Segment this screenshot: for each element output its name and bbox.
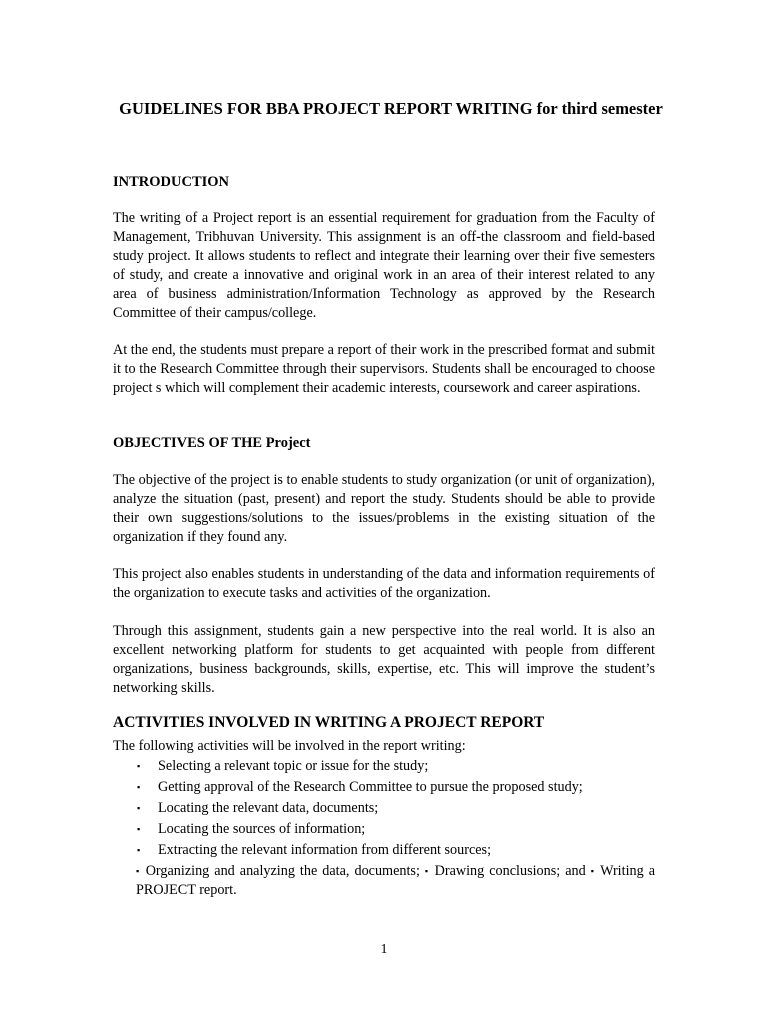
page-number: 1 (380, 942, 388, 957)
bullet-icon: ▪ (137, 803, 141, 813)
bullet-icon: ▪ (424, 866, 430, 876)
activities-intro-text: The following activities will be involved in the report writing: (113, 738, 466, 754)
section-heading-objectives: OBJECTIVES OF THE Project (113, 435, 311, 451)
objectives-paragraph-3: Through this assignment, students gain a new perspective into the real world. It is also an excellent networking platform for students to get acquainted with people from different organizations, business backgrounds, skills, expertise, etc. This will improve the student’s networking skills. (113, 623, 655, 696)
introduction-paragraph-1: The writing of a Project report is an essential requirement for graduation from the Faculty of Management, Tribhuvan University. This assignment is an off-the classroom and field-based study project. It allows students to reflect and integrate their learning over their five semesters of study, and create a innovative and original work in an area of their interest related to any area of business administration/Information Technology as approved by the Research Committee of their campus/college. (113, 210, 655, 321)
list-item-text: Writing a PROJECT report. (136, 863, 656, 898)
list-item (113, 841, 655, 862)
list-item-text: Selecting a relevant topic or issue for the study; (158, 758, 429, 774)
list-item (113, 778, 655, 799)
list-item-text: Drawing conclusions; and (434, 863, 586, 879)
bullet-icon: ▪ (136, 866, 141, 876)
introduction-paragraph-2: At the end, the students must prepare a report of their work in the prescribed format and submit it to the Research Committee through their supervisors. Students shall be encouraged to choose project s which will complement their academic interests, coursework and career aspirations. (113, 342, 655, 396)
list-item-text: Extracting the relevant information from different sources; (158, 842, 492, 858)
list-item-text: Organizing and analyzing the data, documents; (145, 863, 420, 879)
list-item-text: Locating the sources of information; (158, 821, 366, 837)
section-heading-activities: ACTIVITIES INVOLVED IN WRITING A PROJECT REPORT (113, 714, 545, 731)
list-item-text: Getting approval of the Research Committee to pursue the proposed study; (158, 779, 583, 795)
section-heading-introduction: INTRODUCTION (113, 174, 230, 190)
objectives-paragraph-2: This project also enables students in understanding of the data and information requirements of the organization to execute tasks and activities of the organization. (113, 566, 655, 601)
bullet-icon: ▪ (137, 845, 141, 855)
bullet-icon: ▪ (137, 824, 141, 834)
bullet-icon: ▪ (137, 782, 141, 792)
document-title: GUIDELINES FOR BBA PROJECT REPORT WRITING for third semester (119, 99, 663, 118)
list-item (113, 820, 655, 841)
bullet-icon: ▪ (137, 761, 141, 771)
activities-bullet-list (113, 757, 655, 900)
bullet-icon: ▪ (590, 866, 596, 876)
objectives-paragraph-1: The objective of the project is to enable students to study organization (or unit of organization), analyze the situation (past, present) and report the study. Students should be able to provide their own suggestions/solutions to the issues/problems in the existing situation of the organization if they found any. (113, 472, 655, 545)
list-item-text: Locating the relevant data, documents; (158, 800, 379, 816)
list-item (113, 757, 655, 778)
list-item (113, 862, 655, 900)
list-item (113, 799, 655, 820)
